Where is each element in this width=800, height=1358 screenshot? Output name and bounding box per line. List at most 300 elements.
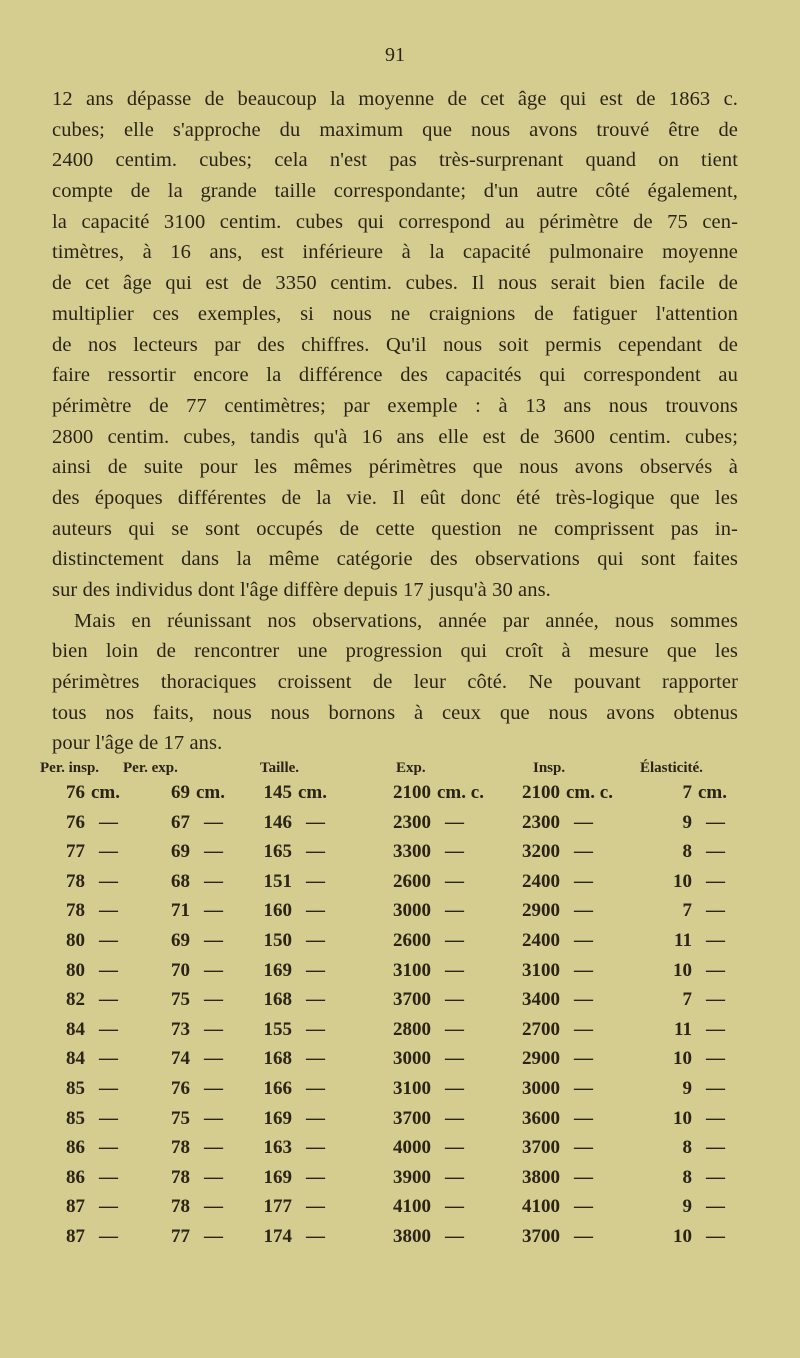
ditto-mark: — (574, 1018, 593, 1040)
cell-elasticite (640, 900, 725, 922)
cell-per-insp (40, 1108, 118, 1130)
cell-elasticite (640, 1108, 725, 1130)
cell-taille (250, 812, 325, 834)
ditto-mark: — (445, 930, 464, 951)
header-taille: Taille. (260, 760, 300, 776)
cell-value: 3700 (522, 1226, 560, 1247)
cell-value: 86 (66, 1166, 85, 1188)
cell-value: 84 (66, 1018, 85, 1040)
text-line: sur des individus dont l'âge diffère depuis 17 jusqu'à 30 ans. (52, 579, 551, 601)
table-row (0, 900, 800, 930)
ditto-mark: — (306, 870, 325, 892)
ditto-mark: — (99, 1048, 118, 1070)
cell-value: 76 (171, 1078, 190, 1099)
cell-per-insp (40, 841, 118, 863)
ditto-mark: — (445, 841, 464, 863)
ditto-mark: — (204, 930, 223, 951)
cell-value: 2600 (393, 870, 431, 892)
text-line: 2800 centim. cubes, tandis qu'à 16 ans elle est de 3600 centim. cubes; (52, 425, 738, 448)
cell-value: 87 (66, 1226, 85, 1247)
cell-elasticite (640, 1167, 725, 1189)
cell-per-insp (40, 930, 118, 952)
cell-per-exp (140, 989, 223, 1011)
cell-value: 2900 (522, 1048, 560, 1070)
cell-exp (375, 871, 464, 893)
cell-insp (500, 841, 593, 863)
text-line: distinctement dans la même catégorie des observations qui sont faites (52, 548, 738, 571)
cell-taille (250, 930, 325, 952)
cell-insp (500, 871, 593, 893)
ditto-mark: — (574, 930, 593, 951)
cell-value: 169 (263, 959, 292, 981)
cell-taille (250, 1108, 325, 1130)
ditto-mark: — (574, 841, 593, 863)
ditto-mark: — (445, 900, 464, 922)
cell-value: 2700 (522, 1018, 560, 1040)
cell-value: 3600 (522, 1107, 560, 1129)
cell-insp (500, 900, 593, 922)
text-line: périmètre de 77 centimètres; par exemple : à 13 ans nous trouvons (52, 394, 738, 417)
text-line: auteurs qui se sont occupés de cette question ne comprissent pas in- (52, 517, 738, 540)
cell-insp (500, 1019, 593, 1041)
cell-exp (375, 1048, 464, 1070)
cell-value: 174 (263, 1226, 292, 1247)
cell-elasticite (640, 1048, 725, 1070)
cell-elasticite (640, 1196, 725, 1218)
text-line: la capacité 3100 centim. cubes qui correspond au périmètre de 75 cen- (52, 210, 738, 233)
ditto-mark: — (204, 1137, 223, 1159)
cell-value: 78 (171, 1196, 190, 1218)
cell-per-exp (140, 1078, 223, 1100)
text-line: 12 ans dépasse de beaucoup la moyenne de cet âge qui est de 1863 c. (52, 88, 738, 110)
cell-value: 3700 (393, 989, 431, 1011)
text-line: tous nos faits, nous nous bornons à ceux que nous avons obtenus (52, 701, 738, 724)
cell-value: 2400 (522, 870, 560, 892)
cell-taille (250, 989, 325, 1011)
cell-value: 151 (263, 870, 292, 892)
cell-value: 10 (673, 1048, 692, 1070)
cell-value: 10 (673, 870, 692, 892)
cell-value: 3800 (393, 1226, 431, 1247)
cell-value: 2900 (522, 900, 560, 922)
cell-exp (375, 1196, 464, 1218)
ditto-mark: — (99, 811, 118, 833)
ditto-mark: — (574, 1048, 593, 1070)
table-row (0, 960, 800, 990)
ditto-mark: — (445, 1166, 464, 1188)
ditto-mark: — (706, 1078, 725, 1099)
ditto-mark: — (706, 989, 725, 1011)
cell-value: 7 (682, 900, 692, 922)
cell-exp (375, 989, 464, 1011)
cell-per-exp (140, 1019, 223, 1041)
cell-unit: cm. c. (566, 782, 613, 803)
cell-per-exp (140, 1108, 223, 1130)
body-text (52, 84, 738, 759)
cell-per-insp (40, 989, 118, 1011)
cell-value: 78 (171, 1137, 190, 1159)
cell-unit: cm. (196, 782, 226, 803)
page-number: 91 (385, 44, 405, 66)
cell-insp (500, 1048, 593, 1070)
ditto-mark: — (574, 870, 593, 892)
cell-per-exp (140, 782, 225, 804)
cell-value: 77 (171, 1226, 190, 1247)
cell-value: 9 (682, 811, 692, 833)
cell-taille (250, 900, 325, 922)
ditto-mark: — (306, 1048, 325, 1070)
cell-value: 3000 (522, 1078, 560, 1099)
ditto-mark: — (445, 1018, 464, 1040)
cell-elasticite (640, 841, 725, 863)
cell-unit: cm. c. (437, 782, 484, 803)
text-line: de cet âge qui est de 3350 centim. cubes. Il nous serait bien facile de (52, 272, 738, 295)
ditto-mark: — (204, 1048, 223, 1070)
cell-exp (375, 900, 464, 922)
text-line: compte de la grande taille correspondante; d'un autre côté également, (52, 180, 738, 203)
ditto-mark: — (306, 1226, 325, 1247)
cell-insp (500, 1108, 593, 1130)
cell-value: 85 (66, 1107, 85, 1129)
ditto-mark: — (706, 1018, 725, 1040)
ditto-mark: — (574, 1078, 593, 1099)
ditto-mark: — (574, 1226, 593, 1247)
ditto-mark: — (574, 989, 593, 1011)
ditto-mark: — (706, 930, 725, 951)
cell-value: 69 (171, 841, 190, 863)
text-line: Mais en réunissant nos observations, année par année, nous sommes (74, 609, 738, 632)
cell-value: 8 (682, 841, 692, 863)
table-row (0, 1196, 800, 1226)
cell-value: 2100 (522, 782, 560, 803)
cell-value: 2300 (522, 811, 560, 833)
cell-per-insp (40, 1167, 118, 1189)
cell-value: 2600 (393, 930, 431, 951)
cell-value: 169 (263, 1166, 292, 1188)
ditto-mark: — (574, 1166, 593, 1188)
cell-value: 78 (66, 900, 85, 922)
cell-insp (500, 960, 593, 982)
ditto-mark: — (445, 870, 464, 892)
text-line: faire ressortir encore la différence des capacités qui correspondent au (52, 364, 738, 387)
ditto-mark: — (306, 1078, 325, 1099)
cell-per-insp (40, 1137, 118, 1159)
cell-value: 2800 (393, 1018, 431, 1040)
table-row (0, 1137, 800, 1167)
cell-value: 3900 (393, 1166, 431, 1188)
cell-value: 76 (66, 782, 85, 803)
ditto-mark: — (574, 900, 593, 922)
cell-elasticite (640, 989, 725, 1011)
cell-per-insp (40, 1078, 118, 1100)
cell-value: 8 (682, 1137, 692, 1159)
cell-value: 9 (682, 1078, 692, 1099)
cell-value: 145 (263, 782, 292, 803)
table-row (0, 1226, 800, 1256)
ditto-mark: — (204, 870, 223, 892)
cell-value: 9 (682, 1196, 692, 1218)
table-row (0, 930, 800, 960)
ditto-mark: — (306, 1196, 325, 1218)
ditto-mark: — (445, 1226, 464, 1247)
cell-per-insp (40, 812, 118, 834)
cell-value: 78 (66, 870, 85, 892)
cell-taille (250, 1226, 325, 1248)
cell-value: 4000 (393, 1137, 431, 1159)
cell-insp (500, 782, 613, 804)
cell-value: 77 (66, 841, 85, 863)
ditto-mark: — (574, 959, 593, 981)
cell-exp (375, 1078, 464, 1100)
ditto-mark: — (204, 841, 223, 863)
ditto-mark: — (445, 1078, 464, 1099)
ditto-mark: — (445, 1137, 464, 1159)
cell-exp (375, 782, 484, 804)
cell-value: 10 (673, 959, 692, 981)
ditto-mark: — (445, 1196, 464, 1218)
cell-value: 4100 (393, 1196, 431, 1218)
ditto-mark: — (99, 870, 118, 892)
cell-insp (500, 1167, 593, 1189)
ditto-mark: — (306, 930, 325, 951)
cell-value: 163 (263, 1137, 292, 1159)
cell-per-insp (40, 900, 118, 922)
ditto-mark: — (99, 841, 118, 863)
cell-elasticite (640, 871, 725, 893)
cell-elasticite (640, 782, 727, 804)
cell-per-insp (40, 782, 120, 804)
ditto-mark: — (445, 811, 464, 833)
cell-value: 73 (171, 1018, 190, 1040)
cell-per-exp (140, 1167, 223, 1189)
cell-taille (250, 1196, 325, 1218)
cell-per-exp (140, 930, 223, 952)
cell-per-exp (140, 900, 223, 922)
ditto-mark: — (706, 959, 725, 981)
ditto-mark: — (706, 1226, 725, 1247)
cell-elasticite (640, 930, 725, 952)
cell-value: 3700 (522, 1137, 560, 1159)
cell-exp (375, 1226, 464, 1248)
ditto-mark: — (706, 1166, 725, 1188)
ditto-mark: — (204, 1226, 223, 1247)
cell-per-exp (140, 960, 223, 982)
cell-value: 80 (66, 959, 85, 981)
ditto-mark: — (306, 959, 325, 981)
cell-exp (375, 1137, 464, 1159)
cell-per-insp (40, 1048, 118, 1070)
ditto-mark: — (706, 1137, 725, 1159)
ditto-mark: — (306, 841, 325, 863)
ditto-mark: — (574, 1107, 593, 1129)
ditto-mark: — (99, 1078, 118, 1099)
ditto-mark: — (706, 1107, 725, 1129)
cell-value: 71 (171, 900, 190, 922)
text-line: 2400 centim. cubes; cela n'est pas très-surprenant quand on tient (52, 149, 738, 172)
ditto-mark: — (706, 1048, 725, 1070)
cell-taille (250, 782, 327, 804)
cell-per-insp (40, 1019, 118, 1041)
cell-elasticite (640, 812, 725, 834)
cell-value: 3100 (393, 959, 431, 981)
cell-per-exp (140, 871, 223, 893)
cell-value: 169 (263, 1107, 292, 1129)
cell-value: 3000 (393, 900, 431, 922)
cell-value: 168 (263, 1048, 292, 1070)
cell-per-exp (140, 1226, 223, 1248)
table-row (0, 1108, 800, 1138)
cell-value: 69 (171, 930, 190, 951)
cell-value: 3400 (522, 989, 560, 1011)
cell-per-exp (140, 1196, 223, 1218)
cell-value: 3100 (393, 1078, 431, 1099)
cell-value: 3200 (522, 841, 560, 863)
cell-value: 75 (171, 1107, 190, 1129)
header-per-insp: Per. insp. (40, 760, 100, 776)
ditto-mark: — (706, 841, 725, 863)
cell-elasticite (640, 1137, 725, 1159)
ditto-mark: — (445, 1107, 464, 1129)
ditto-mark: — (99, 1018, 118, 1040)
text-line: pour l'âge de 17 ans. (52, 732, 223, 755)
ditto-mark: — (306, 989, 325, 1011)
cell-per-insp (40, 1226, 118, 1248)
cell-value: 75 (171, 989, 190, 1011)
cell-per-insp (40, 1196, 118, 1218)
cell-unit: cm. (91, 782, 121, 803)
table-row (0, 871, 800, 901)
ditto-mark: — (99, 1226, 118, 1247)
cell-insp (500, 812, 593, 834)
cell-value: 67 (171, 811, 190, 833)
ditto-mark: — (204, 1018, 223, 1040)
cell-elasticite (640, 960, 725, 982)
cell-value: 11 (674, 930, 692, 951)
cell-value: 70 (171, 959, 190, 981)
ditto-mark: — (306, 1107, 325, 1129)
header-elasticite: Élasticité. (640, 760, 703, 776)
ditto-mark: — (706, 870, 725, 892)
text-line: timètres, à 16 ans, est inférieure à la capacité pulmonaire moyenne (52, 241, 738, 264)
cell-value: 84 (66, 1048, 85, 1070)
header-insp: Insp. (533, 760, 566, 776)
ditto-mark: — (706, 900, 725, 922)
cell-insp (500, 989, 593, 1011)
header-per-exp: Per. exp. (123, 760, 178, 776)
ditto-mark: — (306, 1137, 325, 1159)
ditto-mark: — (445, 959, 464, 981)
cell-value: 177 (263, 1196, 292, 1218)
ditto-mark: — (204, 1196, 223, 1218)
ditto-mark: — (99, 930, 118, 951)
cell-value: 10 (673, 1107, 692, 1129)
cell-insp (500, 1137, 593, 1159)
cell-value: 85 (66, 1078, 85, 1099)
cell-per-insp (40, 960, 118, 982)
ditto-mark: — (99, 1137, 118, 1159)
ditto-mark: — (99, 900, 118, 922)
ditto-mark: — (706, 1196, 725, 1218)
ditto-mark: — (99, 1107, 118, 1129)
cell-value: 78 (171, 1166, 190, 1188)
cell-value: 87 (66, 1196, 85, 1218)
cell-value: 160 (263, 900, 292, 922)
cell-exp (375, 930, 464, 952)
text-line: bien loin de rencontrer une progression qui croît à mesure que les (52, 640, 738, 663)
cell-per-exp (140, 812, 223, 834)
cell-taille (250, 871, 325, 893)
table-row (0, 1019, 800, 1049)
ditto-mark: — (204, 900, 223, 922)
cell-value: 166 (263, 1078, 292, 1099)
cell-per-exp (140, 1048, 223, 1070)
cell-value: 10 (673, 1226, 692, 1247)
cell-taille (250, 1048, 325, 1070)
cell-value: 11 (674, 1018, 692, 1040)
table-row (0, 1167, 800, 1197)
ditto-mark: — (204, 989, 223, 1011)
cell-value: 86 (66, 1137, 85, 1159)
cell-taille (250, 841, 325, 863)
table-row (0, 841, 800, 871)
cell-value: 3100 (522, 959, 560, 981)
ditto-mark: — (306, 1166, 325, 1188)
table-row (0, 1048, 800, 1078)
cell-taille (250, 1078, 325, 1100)
cell-value: 82 (66, 989, 85, 1011)
cell-insp (500, 930, 593, 952)
cell-value: 2300 (393, 811, 431, 833)
cell-exp (375, 960, 464, 982)
text-line: des époques différentes de la vie. Il eût donc été très-logique que les (52, 486, 738, 509)
cell-value: 8 (682, 1166, 692, 1188)
ditto-mark: — (204, 1107, 223, 1129)
ditto-mark: — (306, 900, 325, 922)
cell-taille (250, 1019, 325, 1041)
cell-elasticite (640, 1078, 725, 1100)
cell-value: 2400 (522, 930, 560, 951)
cell-value: 3700 (393, 1107, 431, 1129)
ditto-mark: — (99, 1166, 118, 1188)
cell-per-exp (140, 1137, 223, 1159)
cell-exp (375, 1019, 464, 1041)
cell-exp (375, 841, 464, 863)
cell-value: 74 (171, 1048, 190, 1070)
cell-value: 168 (263, 989, 292, 1011)
ditto-mark: — (99, 1196, 118, 1218)
cell-exp (375, 812, 464, 834)
cell-value: 150 (263, 930, 292, 951)
cell-value: 7 (682, 989, 692, 1011)
cell-taille (250, 1137, 325, 1159)
ditto-mark: — (706, 811, 725, 833)
header-exp: Exp. (396, 760, 426, 776)
text-line: ainsi de suite pour les mêmes périmètres que nous avons observés à (52, 456, 738, 479)
cell-value: 3000 (393, 1048, 431, 1070)
cell-value: 3300 (393, 841, 431, 863)
cell-taille (250, 960, 325, 982)
cell-value: 80 (66, 930, 85, 951)
ditto-mark: — (204, 1166, 223, 1188)
ditto-mark: — (306, 1018, 325, 1040)
ditto-mark: — (204, 1078, 223, 1099)
cell-value: 4100 (522, 1196, 560, 1218)
ditto-mark: — (445, 1048, 464, 1070)
cell-value: 146 (263, 811, 292, 833)
ditto-mark: — (306, 811, 325, 833)
cell-insp (500, 1078, 593, 1100)
ditto-mark: — (574, 811, 593, 833)
